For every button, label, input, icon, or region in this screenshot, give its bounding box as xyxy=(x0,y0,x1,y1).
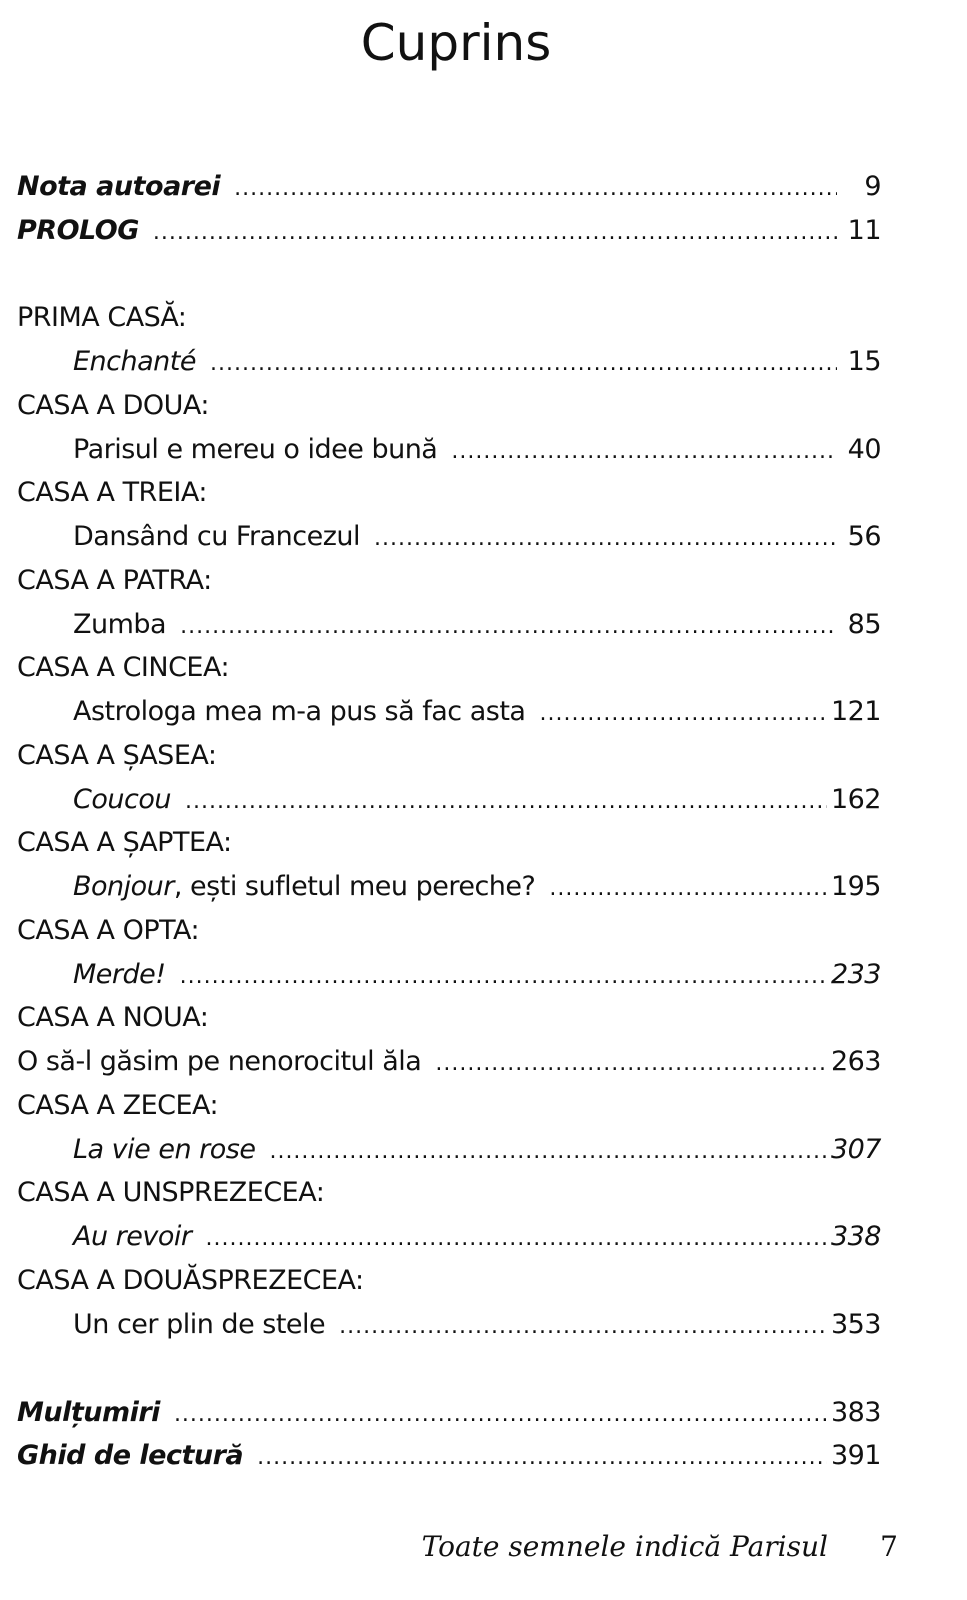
section-heading: CASA A ȘASEA: xyxy=(17,740,217,771)
dot-leader xyxy=(339,1310,827,1344)
entry-page: 391 xyxy=(830,1440,881,1471)
dot-leader xyxy=(210,347,837,381)
entry-page: 85 xyxy=(847,609,881,640)
entry-page: 307 xyxy=(830,1134,881,1165)
toc-entry-prolog[interactable] xyxy=(17,214,881,248)
dot-leader xyxy=(174,1398,827,1432)
dot-leader xyxy=(205,1222,826,1256)
entry-label: Astrologa mea m-a pus să fac asta xyxy=(73,696,526,727)
toc-entry[interactable] xyxy=(73,695,881,729)
page-footer xyxy=(0,1530,940,1570)
dot-leader xyxy=(451,435,837,469)
entry-label: Nota autoarei xyxy=(17,171,221,202)
entry-page: 353 xyxy=(830,1309,881,1340)
entry-page: 233 xyxy=(830,959,881,990)
entry-label: PROLOG xyxy=(17,215,139,246)
entry-page: 121 xyxy=(830,696,881,727)
entry-label-italic: Bonjour xyxy=(73,871,174,902)
entry-page: 40 xyxy=(847,434,881,465)
section-heading: CASA A NOUA: xyxy=(17,1002,209,1033)
toc-entry[interactable] xyxy=(73,608,881,642)
entry-page: 11 xyxy=(847,215,881,246)
toc-entry[interactable] xyxy=(73,345,881,379)
toc-entry[interactable] xyxy=(73,870,881,904)
toc-entry[interactable] xyxy=(73,433,881,467)
entry-page: 383 xyxy=(830,1397,881,1428)
section-heading: CASA A OPTA: xyxy=(17,915,200,946)
entry-label: Dansând cu Francezul xyxy=(73,521,360,552)
dot-leader xyxy=(180,960,827,994)
entry-label: Coucou xyxy=(73,784,171,815)
section-heading: CASA A UNSPREZECEA: xyxy=(17,1177,325,1208)
page-number: 7 xyxy=(880,1530,898,1563)
toc-entry[interactable] xyxy=(73,1308,881,1342)
entry-page: 56 xyxy=(847,521,881,552)
toc-entry-author-note[interactable] xyxy=(17,170,881,204)
toc-entry[interactable] xyxy=(73,958,881,992)
section-heading: CASA A CINCEA: xyxy=(17,652,230,683)
section-heading: CASA A ZECEA: xyxy=(17,1090,219,1121)
entry-label-rest: , ești sufletul meu pereche? xyxy=(173,871,536,902)
dot-leader xyxy=(269,1135,827,1169)
dot-leader xyxy=(549,872,827,906)
entry-label: Un cer plin de stele xyxy=(73,1309,326,1340)
toc-entry[interactable] xyxy=(73,1220,881,1254)
toc-entry[interactable] xyxy=(73,520,881,554)
dot-leader xyxy=(374,522,837,556)
dot-leader xyxy=(257,1441,827,1475)
toc-entry-acknowledgements[interactable] xyxy=(17,1396,881,1430)
entry-page: 195 xyxy=(830,871,881,902)
toc-entry-reading-guide[interactable] xyxy=(17,1439,881,1473)
entry-label: Parisul e mereu o idee bună xyxy=(73,434,438,465)
dot-leader xyxy=(234,172,837,206)
dot-leader xyxy=(153,216,837,250)
entry-page: 263 xyxy=(830,1046,881,1077)
entry-page: 15 xyxy=(847,346,881,377)
entry-label: Enchanté xyxy=(73,346,196,377)
entry-label: Au revoir xyxy=(73,1221,192,1252)
page-title: Cuprins xyxy=(360,14,552,72)
entry-label: Zumba xyxy=(73,609,167,640)
entry-label: Mulțumiri xyxy=(17,1397,160,1428)
toc-entry[interactable] xyxy=(73,1133,881,1167)
toc-entry[interactable] xyxy=(17,1045,881,1079)
section-heading: CASA A DOUĂSPREZECEA: xyxy=(17,1265,364,1296)
running-title: Toate semnele indică Parisul xyxy=(421,1530,828,1563)
section-heading: CASA A PATRA: xyxy=(17,565,212,596)
entry-page: 162 xyxy=(830,784,881,815)
entry-label: Ghid de lectură xyxy=(17,1440,244,1471)
entry-page: 9 xyxy=(864,171,881,202)
entry-label: Merde! xyxy=(73,959,166,990)
dot-leader xyxy=(185,785,827,819)
dot-leader xyxy=(539,697,826,731)
section-heading: CASA A DOUA: xyxy=(17,390,209,421)
dot-leader xyxy=(435,1047,827,1081)
section-heading: PRIMA CASĂ: xyxy=(17,302,187,333)
entry-label: La vie en rose xyxy=(73,1134,256,1165)
entry-label xyxy=(73,870,535,904)
entry-label: O să-l găsim pe nenorocitul ăla xyxy=(17,1046,422,1077)
toc-entry[interactable] xyxy=(73,783,881,817)
section-heading: CASA A ȘAPTEA: xyxy=(17,827,232,858)
entry-page: 338 xyxy=(830,1221,881,1252)
dot-leader xyxy=(180,610,837,644)
section-heading: CASA A TREIA: xyxy=(17,477,207,508)
